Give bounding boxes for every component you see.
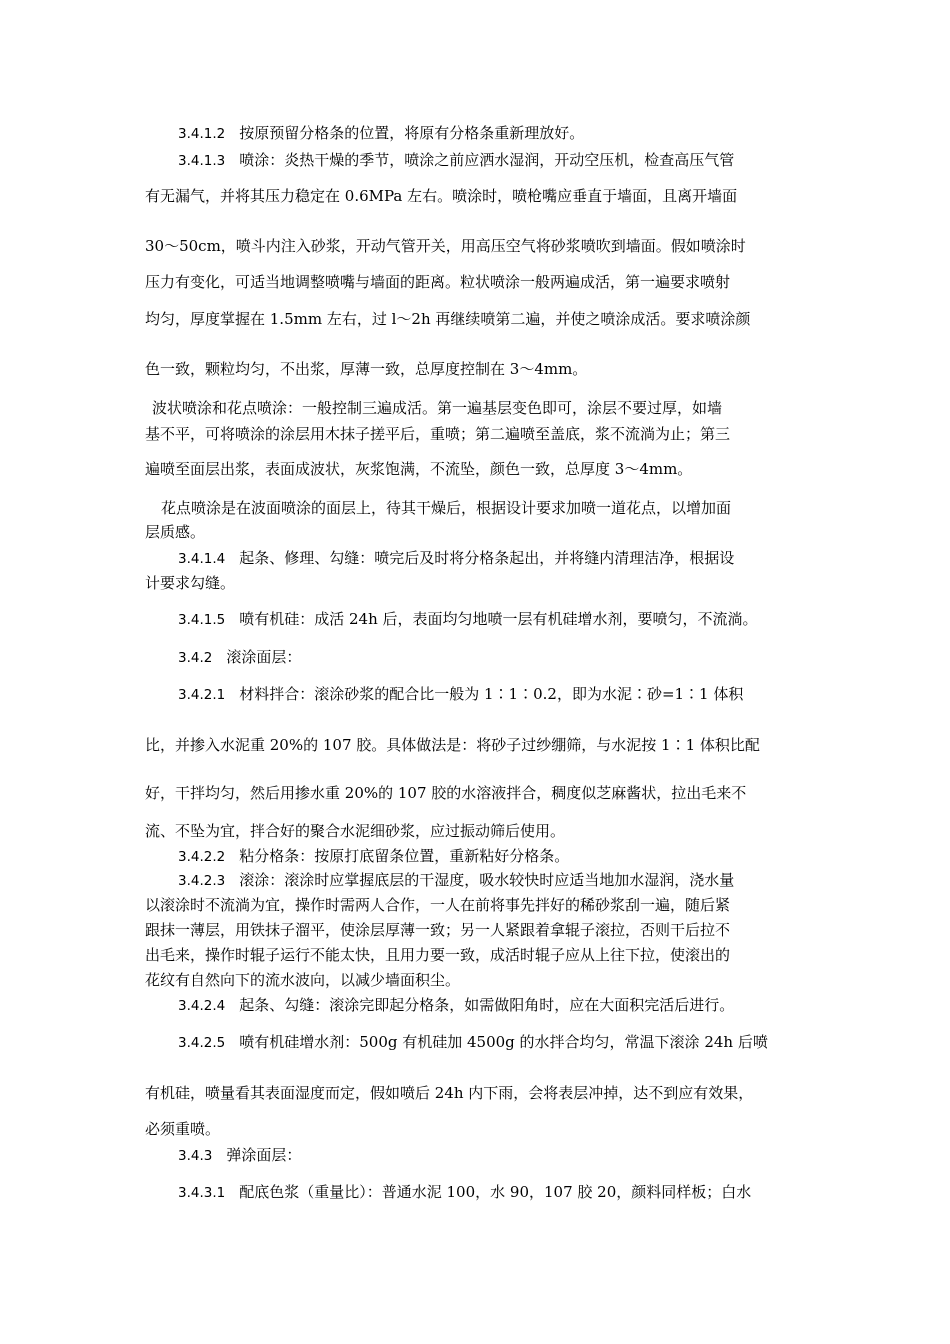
section-3-4-2: 3.4.2 滚涂面层： [178, 648, 302, 666]
clause-3-4-1-2: 3.4.1.2 按原预留分格条的位置，将原有分格条重新理放好。 [178, 124, 585, 142]
clause-3-4-1-4: 3.4.1.4 起条、修理、勾缝：喷完后及时将分格条起出，并将缝内清理洁净，根据设 [178, 549, 735, 567]
clause-3-4-2-1: 3.4.2.1 材料拌合：滚涂砂浆的配合比一般为 1∶1∶0.2，即为水泥∶砂=1∶1 体积 [178, 685, 744, 703]
clause-3-4-3-1: 3.4.3.1 配底色浆（重量比）：普通水泥 100，水 90，107 胶 20，颜料同样板；白水 [178, 1183, 752, 1201]
text-line: 流、不坠为宜，拌合好的聚合水泥细砂浆，应过振动筛后使用。 [145, 822, 566, 840]
text-line: 计要求勾缝。 [145, 574, 236, 592]
clause-3-4-2-2: 3.4.2.2 粘分格条：按原打底留条位置，重新粘好分格条。 [178, 847, 570, 865]
section-3-4-3: 3.4.3 弹涂面层： [178, 1146, 302, 1164]
text-line: 层质感。 [145, 523, 206, 541]
text-line: 好，干拌均匀，然后用掺水重 20%的 107 胶的水溶液拌合，稠度似芝麻酱状，拉出毛来不 [145, 784, 747, 802]
clause-3-4-2-5: 3.4.2.5 喷有机硅增水剂：500g 有机硅加 4500g 的水拌合均匀，常温下滚涂 24h 后喷 [178, 1033, 768, 1051]
text-line: 花点喷涂是在波面喷涂的面层上，待其干燥后，根据设计要求加喷一道花点，以增加面 [161, 499, 732, 517]
text-line: 基不平，可将喷涂的涂层用木抹子搓平后，重喷；第二遍喷至盖底，浆不流淌为止；第三 [145, 425, 731, 443]
text-line: 出毛来，操作时辊子运行不能太快，且用力要一致，成活时辊子应从上往下拉，使滚出的 [145, 946, 731, 964]
text-line: 波状喷涂和花点喷涂：一般控制三遍成活。第一遍基层变色即可，涂层不要过厚，如墙 [152, 399, 723, 417]
clause-3-4-1-3: 3.4.1.3 喷涂：炎热干燥的季节，喷涂之前应洒水湿润，开动空压机，检查高压气管 [178, 151, 735, 169]
clause-3-4-2-3: 3.4.2.3 滚涂：滚涂时应掌握底层的干湿度，吸水较快时应适当地加水湿润，浇水量 [178, 871, 735, 889]
clause-3-4-2-4: 3.4.2.4 起条、勾缝：滚涂完即起分格条，如需做阳角时，应在大面积完活后进行。 [178, 996, 735, 1014]
text-line: 以滚涂时不流淌为宜，操作时需两人合作，一人在前将事先拌好的稀砂浆刮一遍，随后紧 [145, 896, 731, 914]
text-line: 有机硅，喷量看其表面湿度而定，假如喷后 24h 内下雨，会将表层冲掉，达不到应有效果， [145, 1084, 754, 1102]
text-line: 压力有变化，可适当地调整喷嘴与墙面的距离。粒状喷涂一般两遍成活，第一遍要求喷射 [145, 273, 731, 291]
text-line: 有无漏气，并将其压力稳定在 0.6MPa 左右。喷涂时，喷枪嘴应垂直于墙面，且离开墙面 [145, 187, 738, 205]
text-line: 30～50cm，喷斗内注入砂浆，开动气管开关，用高压空气将砂浆喷吹到墙面。假如喷涂时 [145, 237, 746, 255]
text-line: 遍喷至面层出浆，表面成波状，灰浆饱满，不流坠，颜色一致，总厚度 3～4mm。 [145, 460, 693, 478]
text-line: 跟抹一薄层，用铁抹子溜平，使涂层厚薄一致；另一人紧跟着拿辊子滚拉，否则干后拉不 [145, 921, 731, 939]
text-line: 花纹有自然向下的流水波向，以减少墙面积尘。 [145, 971, 461, 989]
text-line: 必须重喷。 [145, 1120, 221, 1138]
text-line: 色一致，颗粒均匀，不出浆，厚薄一致，总厚度控制在 3～4mm。 [145, 360, 588, 378]
text-line: 比，并掺入水泥重 20%的 107 胶。具体做法是：将砂子过纱绷筛，与水泥按 1∶1 体积比配 [145, 736, 760, 754]
text-line: 均匀，厚度掌握在 1.5mm 左右，过 l～2h 再继续喷第二遍，并使之喷涂成活。要求喷涂颜 [145, 310, 751, 328]
clause-3-4-1-5: 3.4.1.5 喷有机硅：成活 24h 后，表面均匀地喷一层有机硅增水剂，要喷匀，不流淌。 [178, 610, 758, 628]
